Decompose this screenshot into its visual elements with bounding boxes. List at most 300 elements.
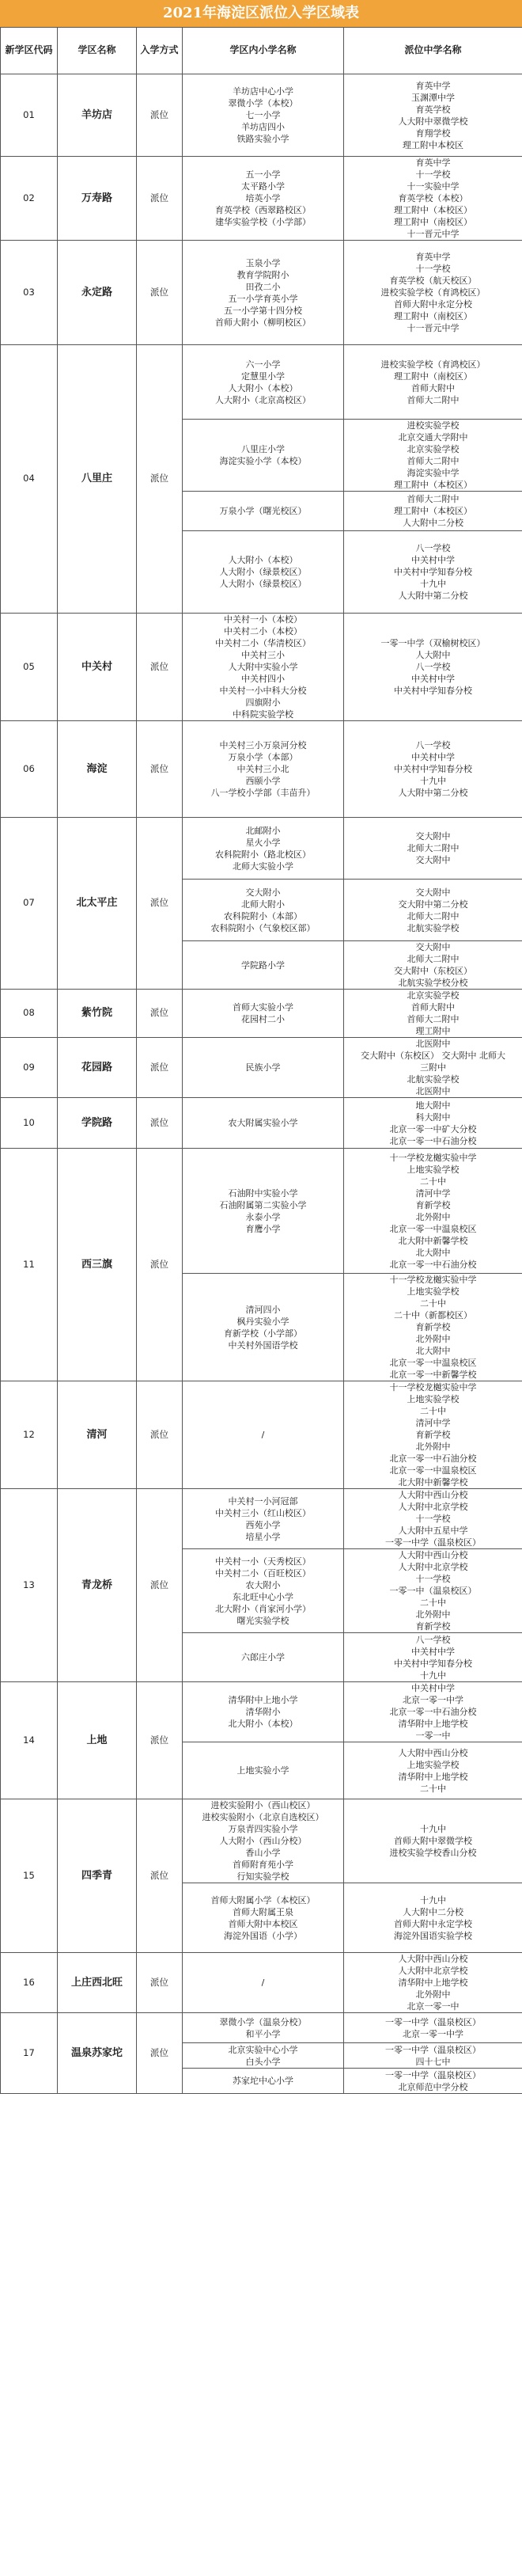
header-primary-schools: 学区内小学名称 xyxy=(183,28,344,74)
school-name: 北京一零一中石油分校 xyxy=(389,1135,477,1146)
district-name-cell: 清河 xyxy=(58,1381,137,1489)
school-name: 北外附中 xyxy=(415,1211,451,1222)
school-name: 人大附中第二分校 xyxy=(398,788,468,798)
school-name: 中关村二小（百旺校区） xyxy=(215,1567,311,1579)
school-name: 海淀实验中学 xyxy=(407,468,460,478)
school-name: 中关村外国语学校 xyxy=(228,1339,298,1351)
admission-method-cell: 派位 xyxy=(137,241,183,345)
school-name: 羊坊店四小 xyxy=(241,122,285,132)
school-name: 十一晋元中学 xyxy=(407,229,460,239)
school-name: 中关村中学 xyxy=(411,752,455,762)
school-name: 北京一零一中石油分校 xyxy=(389,1707,477,1717)
district-name-cell: 青龙桥 xyxy=(58,1489,137,1682)
school-name: 进校实验附小（北京自选校区） xyxy=(202,1812,324,1822)
primary-schools-cell xyxy=(183,990,344,1038)
district-code-cell: 01 xyxy=(1,74,58,157)
primary-schools-cell xyxy=(183,1149,344,1274)
school-name: 一零一中学（双榆树校区） xyxy=(380,638,486,648)
school-name: 北航实验学校 xyxy=(407,1074,460,1085)
middle-schools-cell xyxy=(344,1098,522,1149)
school-name: 二十中 xyxy=(420,1176,446,1187)
school-name: 育新学校（小学部） xyxy=(224,1328,302,1339)
primary-schools-cell xyxy=(183,1274,344,1381)
school-name: 四旗附小 xyxy=(245,697,281,708)
school-name: 十一学校 xyxy=(415,169,451,180)
school-name: 北大附小（本校） xyxy=(228,1719,298,1729)
admission-method-cell: 派位 xyxy=(137,818,183,990)
school-name: 首师大附中永定分校 xyxy=(394,299,472,310)
middle-schools-cell xyxy=(344,990,522,1038)
middle-schools-cell xyxy=(344,531,522,614)
primary-schools-cell xyxy=(183,614,344,721)
school-name: 北外附中 xyxy=(415,1442,451,1452)
district-code-cell: 13 xyxy=(1,1489,58,1682)
table-row xyxy=(1,614,522,721)
school-name: 交大附中 xyxy=(415,855,451,865)
school-name: 北京实验学校 xyxy=(407,444,460,454)
school-name: 上地实验学校 xyxy=(407,1759,460,1770)
school-name: 东北旺中心小学 xyxy=(233,1591,293,1602)
school-name: 人大附中二分校 xyxy=(403,518,463,528)
school-name: 科大附中 xyxy=(415,1111,451,1123)
school-name: 北京师范中学分校 xyxy=(398,2081,468,2092)
school-name: 十一学校 xyxy=(415,1574,451,1584)
school-name: 人大附中 xyxy=(415,650,451,660)
school-name: 进校实验学校（育鸿校区） xyxy=(380,287,486,298)
school-name: 人大附小（绿景校区） xyxy=(219,579,307,589)
middle-schools-cell xyxy=(344,1742,522,1799)
district-code-cell: 15 xyxy=(1,1799,58,1953)
table-row xyxy=(1,74,522,157)
district-name-cell: 上地 xyxy=(58,1682,137,1799)
school-name: 北京一零一中石油分校 xyxy=(389,1453,477,1464)
school-name: 人大附小（北京高校区） xyxy=(215,394,311,405)
primary-schools-cell xyxy=(183,1953,344,2013)
school-name: 首师大实验小学 xyxy=(233,1002,293,1013)
school-name: 首师附育苑小学 xyxy=(233,1860,293,1870)
school-name: 人大附小（本校） xyxy=(228,382,298,393)
school-name: 清华附小 xyxy=(245,1707,281,1717)
primary-schools-cell xyxy=(183,2043,344,2069)
school-name: 四十七中 xyxy=(415,2056,451,2067)
school-name: 万泉青四实验小学 xyxy=(228,1824,298,1834)
admission-method-cell: 派位 xyxy=(137,2013,183,2094)
district-name-cell: 八里庄 xyxy=(58,345,137,614)
admission-method-cell: 派位 xyxy=(137,990,183,1038)
school-name: 五一小学育英小学 xyxy=(228,293,298,304)
school-name: 枫丹实验小学 xyxy=(236,1316,289,1327)
school-name: 上地实验学校 xyxy=(407,1286,460,1297)
primary-schools-cell xyxy=(183,1883,344,1953)
school-name: 上地实验学校 xyxy=(407,1164,460,1175)
district-name-cell: 花园路 xyxy=(58,1038,137,1098)
school-name: 五一小学第十四分校 xyxy=(224,305,302,316)
school-name: 交大附小 xyxy=(245,887,281,898)
school-name: 清华附中上地学校 xyxy=(398,1978,468,1988)
district-name-cell: 学院路 xyxy=(58,1098,137,1149)
school-name: 农科院附小（路北校区） xyxy=(215,849,311,860)
school-name: 人大附中北京学校 xyxy=(398,1502,468,1512)
school-name: 首师大二附中 xyxy=(407,494,460,504)
admission-method-cell: 派位 xyxy=(137,1799,183,1953)
district-code-cell: 11 xyxy=(1,1149,58,1381)
school-name: 人大附中北京学校 xyxy=(398,1562,468,1572)
school-name: 十九中 xyxy=(420,579,446,589)
table-row xyxy=(1,345,522,420)
school-name: 北邮附小 xyxy=(245,825,281,836)
school-name: 北大附中 xyxy=(415,1247,451,1258)
school-name: 北师大二附中 xyxy=(407,910,460,921)
school-name: 北航实验学校 xyxy=(407,922,460,933)
school-name: 一零一中学（温泉校区） xyxy=(385,1537,481,1548)
middle-schools-cell xyxy=(344,1883,522,1953)
school-name: 中关村中学知春分校 xyxy=(394,567,472,577)
school-name: 学院路小学 xyxy=(241,959,285,971)
school-name: 农科院附小（本部） xyxy=(224,910,302,921)
middle-schools-cell xyxy=(344,1549,522,1633)
school-name: 海淀外国语实验学校 xyxy=(394,1930,472,1941)
school-name: 定慧里小学 xyxy=(241,370,285,382)
school-name: 上地实验学校 xyxy=(407,1394,460,1404)
admission-method-cell: 派位 xyxy=(137,1489,183,1682)
district-code-cell: 02 xyxy=(1,157,58,241)
middle-schools-cell xyxy=(344,1149,522,1274)
school-name: 白头小学 xyxy=(245,2056,281,2067)
admission-method-cell: 派位 xyxy=(137,1682,183,1799)
school-name: 万泉小学（曙光校区） xyxy=(219,506,307,516)
school-name: 人大附中实验小学 xyxy=(228,662,298,672)
admission-method-cell: 派位 xyxy=(137,1038,183,1098)
school-name: 中关村中学知春分校 xyxy=(394,764,472,774)
school-name: 中关村中学 xyxy=(411,1683,455,1693)
admission-method-cell: 派位 xyxy=(137,1953,183,2013)
district-name-cell: 羊坊店 xyxy=(58,74,137,157)
admission-method-cell: 派位 xyxy=(137,614,183,721)
school-name: 三附中 xyxy=(420,1062,446,1073)
school-name: 北外附中 xyxy=(415,1989,451,2000)
school-name: 十九中 xyxy=(420,1894,446,1905)
middle-schools-cell xyxy=(344,941,522,990)
primary-schools-cell xyxy=(183,1799,344,1883)
school-name: 十一学校 xyxy=(415,1514,451,1524)
table-row xyxy=(1,157,522,241)
district-code-cell: 09 xyxy=(1,1038,58,1098)
school-name: 人大附中西山分校 xyxy=(398,1550,468,1560)
middle-schools-cell xyxy=(344,1274,522,1381)
school-name: 六郎庄小学 xyxy=(241,1652,285,1662)
school-name: 育英中学 xyxy=(415,158,451,168)
table-body xyxy=(1,74,522,2094)
primary-schools-cell xyxy=(183,1098,344,1149)
middle-schools-cell xyxy=(344,2069,522,2094)
school-name: 海淀实验小学（本校） xyxy=(219,456,307,466)
school-name: 清河四小 xyxy=(245,1304,281,1315)
school-name: 北京交通大学附中 xyxy=(398,432,468,443)
school-name: 二十中（新都校区） xyxy=(394,1310,472,1320)
middle-schools-cell xyxy=(344,1381,522,1489)
district-code-cell: 08 xyxy=(1,990,58,1038)
middle-schools-cell xyxy=(344,420,522,492)
district-code-cell: 17 xyxy=(1,2013,58,2094)
school-name: 育英中学 xyxy=(415,252,451,262)
district-name-cell: 上庄西北旺 xyxy=(58,1953,137,2013)
middle-schools-cell xyxy=(344,241,522,345)
middle-schools-cell xyxy=(344,721,522,818)
middle-schools-cell xyxy=(344,1682,522,1742)
table-row xyxy=(1,1098,522,1149)
school-name: 首师大附属王泉 xyxy=(233,1906,293,1917)
school-name: 交大附中 xyxy=(415,831,451,842)
middle-schools-cell xyxy=(344,1799,522,1883)
school-name: 理工附中 xyxy=(415,1026,451,1036)
header-district-code: 新学区代码 xyxy=(1,28,58,74)
admission-method-cell: 派位 xyxy=(137,157,183,241)
school-name: 首师大二附中 xyxy=(407,394,460,405)
school-name: 十九中 xyxy=(420,776,446,786)
school-name: 北师大二附中 xyxy=(407,843,460,853)
table-row xyxy=(1,1799,522,1883)
school-name: 北京一零一中温泉校区 xyxy=(389,1465,477,1476)
school-name: 北京一零一中 xyxy=(407,2001,460,2012)
primary-schools-cell xyxy=(183,1633,344,1682)
admission-method-cell: 派位 xyxy=(137,345,183,614)
district-code-cell: 03 xyxy=(1,241,58,345)
middle-schools-cell xyxy=(344,1633,522,1682)
school-name: 八一学校小学部（丰苗升） xyxy=(210,788,316,798)
primary-schools-cell xyxy=(183,241,344,345)
school-name: 北京一零一中矿大分校 xyxy=(389,1123,477,1134)
primary-schools-cell xyxy=(183,1381,344,1489)
school-name: 育新学校 xyxy=(415,1322,451,1332)
primary-schools-cell xyxy=(183,492,344,531)
district-code-cell: 14 xyxy=(1,1682,58,1799)
table-row xyxy=(1,1682,522,1742)
school-name: 中关村三小（红山校区） xyxy=(215,1507,311,1518)
primary-schools-cell xyxy=(183,818,344,880)
district-name-cell: 北太平庄 xyxy=(58,818,137,990)
admission-method-cell: 派位 xyxy=(137,74,183,157)
school-name: 花园村二小 xyxy=(241,1014,285,1024)
school-name: 育英学校（航天校区） xyxy=(389,275,477,286)
school-name: 上地实验小学 xyxy=(236,1765,289,1776)
school-name: 中关村中学 xyxy=(411,555,455,565)
school-name: 二十中 xyxy=(420,1406,446,1416)
school-name: 育翔学校 xyxy=(415,127,451,139)
district-table xyxy=(0,27,522,2094)
school-name: 北医附中 xyxy=(415,1039,451,1049)
school-name: 北师大二附中 xyxy=(407,954,460,964)
district-name-cell: 中关村 xyxy=(58,614,137,721)
middle-schools-cell xyxy=(344,1953,522,2013)
school-name: 清河中学 xyxy=(415,1187,451,1199)
middle-schools-cell xyxy=(344,492,522,531)
school-name: 中关村中学 xyxy=(411,1646,455,1657)
school-name: 人大附中西山分校 xyxy=(398,1490,468,1500)
school-name: 中关村三小万泉河分校 xyxy=(219,740,307,750)
school-name: 首师大附中永定学校 xyxy=(394,1918,472,1929)
school-name: 首师大二附中 xyxy=(407,456,460,466)
school-name: 育英学校 xyxy=(415,104,451,115)
school-name: 西颐小学 xyxy=(245,776,281,786)
school-name: 中关村一小（本校） xyxy=(224,614,302,625)
middle-schools-cell xyxy=(344,1038,522,1098)
school-name: 玉渊潭中学 xyxy=(411,92,455,103)
school-name: 中关村一小河冠部 xyxy=(228,1495,298,1506)
school-name: 理工附中（本校区） xyxy=(394,480,472,490)
school-name: 永泰小学 xyxy=(245,1211,281,1222)
primary-schools-cell xyxy=(183,157,344,241)
primary-schools-cell xyxy=(183,721,344,818)
middle-schools-cell xyxy=(344,880,522,941)
school-name: 清华附中上地学校 xyxy=(398,1719,468,1729)
school-name: 理工附中（南校区） xyxy=(394,370,472,382)
school-name: 首师大附中 xyxy=(411,382,455,393)
school-name: 北大附中新馨学校 xyxy=(398,1235,468,1246)
middle-schools-cell xyxy=(344,2043,522,2069)
school-name: 首师大二附中 xyxy=(407,1014,460,1024)
header-district-name: 学区名称 xyxy=(58,28,137,74)
school-name: 理工附中（本校区） xyxy=(394,205,472,215)
school-name: 首师大附中本校区 xyxy=(228,1918,298,1929)
district-name-cell: 永定路 xyxy=(58,241,137,345)
school-name: 八里庄小学 xyxy=(241,444,285,454)
school-name: 交大附中（东校区） xyxy=(394,966,472,976)
primary-schools-cell xyxy=(183,420,344,492)
primary-schools-cell xyxy=(183,880,344,941)
school-name: 交大附中（东校区） 交大附中 北师大 xyxy=(361,1051,505,1061)
school-name: 西苑小学 xyxy=(245,1519,281,1530)
school-name: 一零一中（温泉校区） xyxy=(389,1586,477,1596)
school-name: 理工附中（南校区） xyxy=(394,311,472,321)
school-name: 万泉小学（本部） xyxy=(228,752,298,762)
school-name: 中关村三小北 xyxy=(236,764,289,774)
header-admission-method: 入学方式 xyxy=(137,28,183,74)
school-name: 理工附中本校区 xyxy=(403,139,463,150)
school-name: 首师大附属小学（本校区） xyxy=(210,1894,316,1905)
school-name: 北师大实验小学 xyxy=(233,861,293,872)
table-row xyxy=(1,1038,522,1098)
district-code-cell: 16 xyxy=(1,1953,58,2013)
school-name: 一零一中学（温泉校区） xyxy=(385,2044,481,2055)
primary-schools-cell xyxy=(183,2013,344,2043)
school-name: 太平路小学 xyxy=(241,181,285,192)
school-name: 理工附中（本校区） xyxy=(394,506,472,516)
school-name: 十一学校龙樾实验中学 xyxy=(389,1152,477,1163)
school-name: 首师大附小（柳明校区） xyxy=(215,317,311,328)
school-name: 人大附小（西山分校） xyxy=(219,1836,307,1846)
school-name: 八一学校 xyxy=(415,1634,451,1645)
school-name: 清华附中上地学校 xyxy=(398,1771,468,1782)
school-name: 二十中 xyxy=(420,1298,446,1309)
district-name-cell: 海淀 xyxy=(58,721,137,818)
school-name: 北师大附小 xyxy=(241,899,285,910)
school-name: 人大附中西山分校 xyxy=(398,1954,468,1964)
school-name: 八一学校 xyxy=(415,543,451,553)
school-name: 七一小学 xyxy=(245,110,281,120)
school-name: 北医附中 xyxy=(415,1086,451,1096)
admission-method-cell: 派位 xyxy=(137,1098,183,1149)
middle-schools-cell xyxy=(344,345,522,420)
table-row xyxy=(1,1149,522,1274)
school-name: 中关村三小 xyxy=(241,650,285,660)
school-name: 教育学院附小 xyxy=(236,269,289,280)
school-name: 清华附中上地小学 xyxy=(228,1695,298,1705)
school-name: 农大附小 xyxy=(245,1579,281,1590)
school-name: 一零一中学（温泉校区） xyxy=(385,2016,481,2027)
school-name: 十九中 xyxy=(420,1824,446,1834)
primary-schools-cell xyxy=(183,345,344,420)
school-name: 人大附中北京学校 xyxy=(398,1966,468,1976)
middle-schools-cell xyxy=(344,614,522,721)
school-name: 育新学校 xyxy=(415,1430,451,1440)
table-row xyxy=(1,1953,522,2013)
school-name: 北外附中 xyxy=(415,1334,451,1344)
page-title: 2021年海淀区派位入学区域表 xyxy=(0,0,522,27)
school-name: 人大附中二分校 xyxy=(403,1906,463,1917)
school-name: 交大附中 xyxy=(415,887,451,898)
school-name: 进校实验学校 xyxy=(407,420,460,431)
school-name: 北京一零一中学 xyxy=(403,1695,463,1705)
school-name: / xyxy=(261,1978,265,1988)
school-name: 翠微小学（温泉分校） xyxy=(219,2016,307,2027)
table-row xyxy=(1,1381,522,1489)
district-code-cell: 04 xyxy=(1,345,58,614)
school-name: 苏家坨中心小学 xyxy=(233,2076,293,2086)
school-name: 育英学校（本校） xyxy=(398,193,468,203)
school-name: 培英小学 xyxy=(245,193,281,203)
middle-schools-cell xyxy=(344,2013,522,2043)
school-name: 十一学校 xyxy=(415,264,451,274)
school-name: 北京一零一中学 xyxy=(403,2028,463,2039)
middle-schools-cell xyxy=(344,1489,522,1549)
school-name: 育新学校 xyxy=(415,1199,451,1210)
school-name: 交大附中第二分校 xyxy=(398,899,468,910)
school-name: 中关村二小（本校） xyxy=(224,626,302,636)
school-name: 北京一零一中新馨学校 xyxy=(389,1370,477,1380)
district-name-cell: 温泉苏家坨 xyxy=(58,2013,137,2094)
table-row xyxy=(1,2013,522,2043)
primary-schools-cell xyxy=(183,1682,344,1742)
admission-method-cell: 派位 xyxy=(137,721,183,818)
school-name: 田孜二小 xyxy=(245,281,281,292)
district-name-cell: 四季青 xyxy=(58,1799,137,1953)
primary-schools-cell xyxy=(183,1038,344,1098)
table-row xyxy=(1,721,522,818)
school-name: 十一实验中学 xyxy=(407,181,460,192)
header-middle-schools: 派位中学名称 xyxy=(344,28,522,74)
school-name: 进校实验附小（西山校区） xyxy=(210,1800,316,1810)
school-name: 八一学校 xyxy=(415,740,451,750)
school-name: 十九中 xyxy=(420,1670,446,1681)
table-header-row xyxy=(1,28,522,74)
school-name: 中关村中学知春分校 xyxy=(394,686,472,696)
school-name: 翠微小学（本校） xyxy=(228,98,298,108)
school-name: 建华实验学校（小学部） xyxy=(215,217,311,227)
school-name: 北京一零一中温泉校区 xyxy=(389,1358,477,1368)
school-name: 中关村四小 xyxy=(241,674,285,684)
admission-method-cell: 派位 xyxy=(137,1381,183,1489)
school-name: 理工附中（南校区） xyxy=(394,217,472,227)
district-name-cell: 西三旗 xyxy=(58,1149,137,1381)
school-name: 北大附中 xyxy=(415,1346,451,1356)
school-name: 海淀外国语（小学） xyxy=(224,1930,302,1941)
school-name: 农科院附小（气象校区部） xyxy=(210,922,316,933)
school-name: 北航实验学校分校 xyxy=(398,978,468,988)
school-name: 一零一中 xyxy=(415,1731,451,1741)
school-name: 星火小学 xyxy=(245,837,281,848)
school-name: 中关村一小中科大分校 xyxy=(219,686,307,696)
district-code-cell: 10 xyxy=(1,1098,58,1149)
